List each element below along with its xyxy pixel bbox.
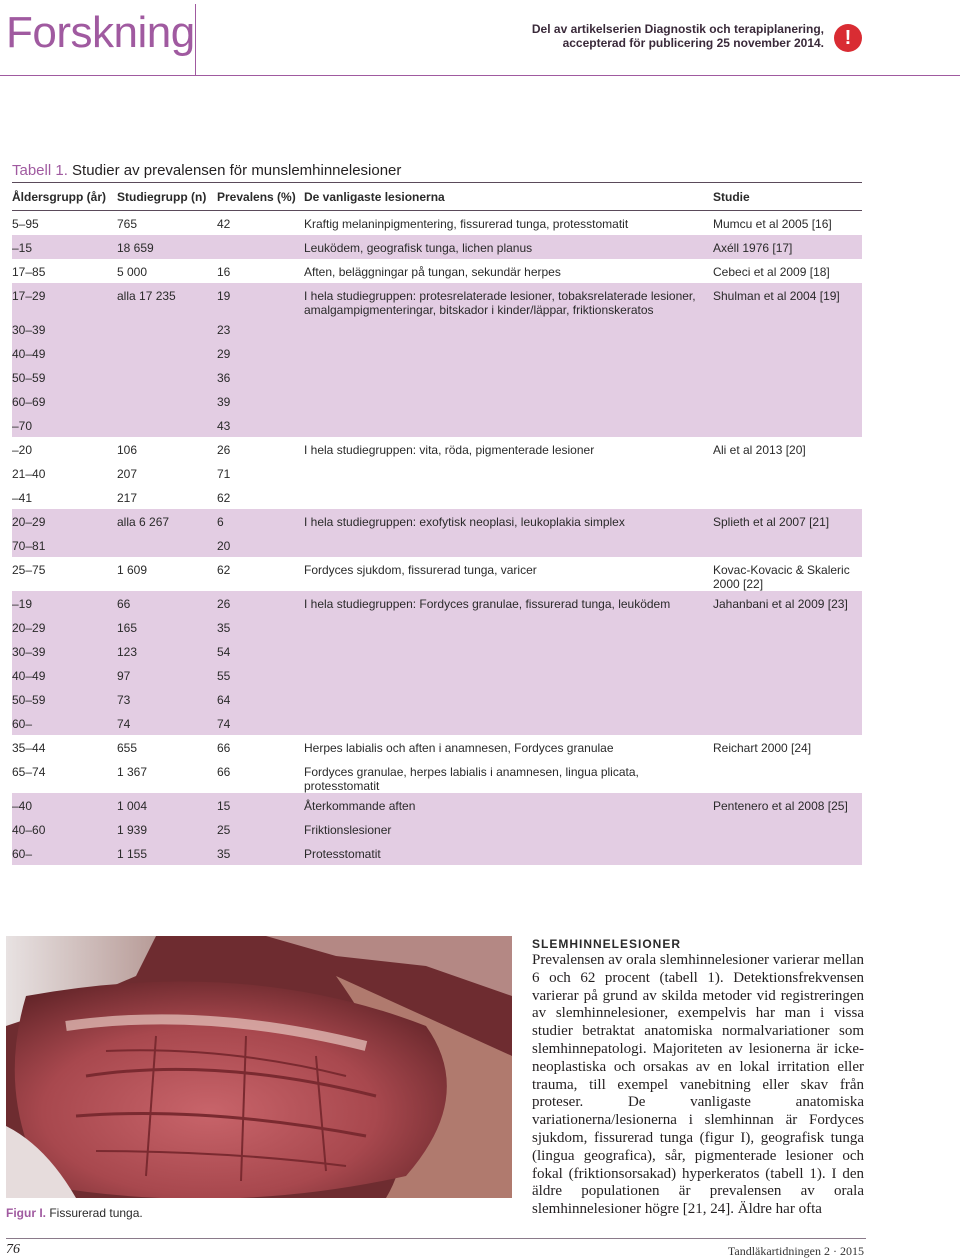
cell-prevalence: 6 [217, 509, 304, 533]
tongue-photo [6, 936, 512, 1198]
cell-group: 207 [117, 467, 138, 481]
table-row [12, 557, 862, 591]
cell-study [713, 317, 862, 341]
cell-age: 50–59 [12, 365, 117, 389]
cell-study [713, 687, 862, 711]
cell-lesions: I hela studiegruppen: Fordyces granulae, fissurerad tunga, leuködem [304, 591, 713, 615]
cell-study [713, 389, 862, 413]
article-heading: SLEMHINNELESIONER [532, 937, 682, 951]
cell-age: 17–29 [12, 283, 117, 317]
cell-lesions [304, 663, 713, 687]
cell-study [713, 663, 862, 687]
cell-age: 60– [12, 711, 117, 735]
column-header-group: Studiegrupp (n) [117, 190, 207, 204]
cell-lesions: Friktionslesioner [304, 817, 713, 841]
cell-group: 106 [117, 443, 138, 457]
cell-study [713, 711, 862, 735]
cell-group [117, 341, 217, 365]
cell-group: 217 [117, 491, 138, 505]
column-header-lesions: De vanligaste lesionerna [304, 190, 445, 204]
cell-study [713, 759, 862, 793]
cell-study: Kovac-Kovacic & Skaleric 2000 [22] [713, 563, 850, 591]
header-rule [0, 75, 960, 76]
cell-group: 1 367 [117, 765, 148, 779]
cell-prevalence: 42 [217, 217, 231, 231]
cell-group [117, 389, 217, 413]
cell-lesions [304, 365, 713, 389]
cell-lesions: Protesstomatit [304, 841, 713, 865]
cell-group: 18 659 [117, 235, 217, 259]
table-body [12, 211, 862, 866]
table-header-row [12, 184, 862, 211]
table-row [12, 793, 862, 817]
cell-prevalence: 15 [217, 793, 304, 817]
cell-age: 40–49 [12, 663, 117, 687]
header-divider [195, 4, 196, 76]
cell-lesions [304, 711, 713, 735]
cell-age: 60–69 [12, 389, 117, 413]
cell-age: –19 [12, 591, 117, 615]
cell-prevalence: 54 [217, 639, 304, 663]
cell-age: 35–44 [12, 741, 46, 755]
cell-group: 123 [117, 639, 217, 663]
table-row [12, 389, 862, 413]
cell-study: Shulman et al 2004 [19] [713, 283, 862, 317]
cell-group: 74 [117, 711, 217, 735]
cell-prevalence: 23 [217, 317, 304, 341]
cell-group [117, 365, 217, 389]
series-note: Del av artikelserien Diagnostik och terapiplanering, accepterad för publicering 25 november 2014. [531, 22, 824, 50]
table-top-rule [12, 182, 862, 183]
cell-study [713, 639, 862, 663]
cell-prevalence [217, 235, 304, 259]
alert-icon: ! [834, 24, 862, 52]
table-row [12, 341, 862, 365]
cell-study: Axéll 1976 [17] [713, 235, 862, 259]
table-row [12, 591, 862, 615]
cell-age: –41 [12, 491, 33, 505]
table-row [12, 283, 862, 317]
cell-lesions [304, 317, 713, 341]
table-row [12, 413, 862, 437]
cell-prevalence: 55 [217, 663, 304, 687]
journal-title: Tandläkartidningen 2 · 2015 [727, 1244, 864, 1258]
cell-age: 20–29 [12, 615, 117, 639]
cell-lesions: I hela studiegruppen: protesrelaterade lesioner, tobaksrelaterade lesioner, amalgampigmenteringar, bitskador i kinder/läppar, friktionskeratos [304, 283, 713, 317]
cell-group: alla 17 235 [117, 283, 217, 317]
cell-age: 21–40 [12, 467, 46, 481]
table-row [12, 365, 862, 389]
table-row [12, 533, 862, 557]
cell-lesions [304, 389, 713, 413]
cell-prevalence: 20 [217, 533, 304, 557]
cell-group: 97 [117, 663, 217, 687]
cell-prevalence: 66 [217, 741, 231, 755]
footer-rule [6, 1238, 866, 1239]
cell-group: 1 939 [117, 817, 217, 841]
cell-age: 20–29 [12, 509, 117, 533]
cell-lesions: Leuködem, geografisk tunga, lichen planus [304, 235, 713, 259]
cell-lesions: Aften, beläggningar på tungan, sekundär herpes [304, 265, 561, 279]
cell-group: 655 [117, 741, 138, 755]
cell-lesions: Fordyces granulae, herpes labialis i anamnesen, lingua plicata, protesstomatit [304, 765, 639, 793]
table-row [12, 235, 862, 259]
table-row [12, 817, 862, 841]
cell-study: Pentenero et al 2008 [25] [713, 793, 862, 817]
cell-group [117, 317, 217, 341]
cell-study: Mumcu et al 2005 [16] [713, 217, 832, 231]
table-row [12, 615, 862, 639]
cell-prevalence: 35 [217, 841, 304, 865]
cell-lesions [304, 341, 713, 365]
figure-caption [6, 1206, 143, 1220]
article-body: Prevalensen av orala slemhinnelesioner varierar mellan 6 och 62 procent (tabell 1). Detektionsfrekvensen varierar på grund av skilda metoder vid registreringen av slemhinnelesioner, exempelvis har man i vissa studier betraktat anatomiska normalvariationer som slemhinnepatologi. Majoriteten av lesionerna är icke-neoplastiska och orsakas av en lokal irritation eller trauma, till exempel vanebitning eller skav från proteser. De vanligaste anatomiska variationerna/lesionerna i slemhinnan är Fordyces sjukdom, fissurerad tunga (figur I), geografisk tunga (lingua geografica), sår, pigmenterade lesioner och fokal (friktionsorsakad) hyperkeratos (tabell 1). I den äldre populationen är prevalensen av orala slemhinnelesioner högre [21, 24]. Äldre har ofta [532, 952, 864, 1218]
cell-age: 70–81 [12, 533, 117, 557]
cell-study: Ali et al 2013 [20] [713, 443, 806, 457]
table-row [12, 759, 862, 793]
cell-prevalence: 26 [217, 443, 231, 457]
cell-study: Jahanbani et al 2009 [23] [713, 591, 862, 615]
cell-prevalence: 66 [217, 765, 231, 779]
section-title: Forskning [6, 8, 195, 57]
cell-group: 5 000 [117, 265, 148, 279]
table-row [12, 437, 862, 461]
cell-age: 40–60 [12, 817, 117, 841]
cell-lesions [304, 615, 713, 639]
cell-age: –40 [12, 793, 117, 817]
cell-study [713, 485, 862, 509]
cell-study [713, 841, 862, 865]
cell-lesions: Fordyces sjukdom, fissurerad tunga, varicer [304, 563, 537, 577]
cell-study: Reichart 2000 [24] [713, 741, 812, 755]
cell-lesions [304, 413, 713, 437]
cell-lesions [304, 687, 713, 711]
cell-group: 73 [117, 687, 217, 711]
cell-age: –70 [12, 413, 117, 437]
table-row [12, 687, 862, 711]
cell-lesions: I hela studiegruppen: vita, röda, pigmenterade lesioner [304, 443, 595, 457]
table-caption [12, 162, 401, 179]
table-row [12, 663, 862, 687]
cell-prevalence: 19 [217, 283, 304, 317]
cell-age: 50–59 [12, 687, 117, 711]
table-row [12, 841, 862, 865]
cell-group: 765 [117, 217, 138, 231]
cell-age: 5–95 [12, 217, 39, 231]
cell-study [713, 533, 862, 557]
cell-study [713, 817, 862, 841]
cell-study: Splieth et al 2007 [21] [713, 509, 862, 533]
cell-age: –20 [12, 443, 33, 457]
cell-lesions: I hela studiegruppen: exofytisk neoplasi, leukoplakia simplex [304, 509, 713, 533]
cell-lesions [304, 461, 713, 485]
cell-prevalence: 36 [217, 365, 304, 389]
cell-study [713, 365, 862, 389]
cell-prevalence: 25 [217, 817, 304, 841]
column-header-age: Åldersgrupp (år) [12, 190, 107, 204]
cell-group: 165 [117, 615, 217, 639]
cell-prevalence: 35 [217, 615, 304, 639]
cell-lesions: Herpes labialis och aften i anamnesen, Fordyces granulae [304, 741, 614, 755]
cell-prevalence: 29 [217, 341, 304, 365]
cell-lesions: Återkommande aften [304, 793, 713, 817]
table-label: Tabell 1. [12, 162, 68, 179]
table-row [12, 259, 862, 283]
cell-group: 1 609 [117, 563, 148, 577]
cell-age: 17–85 [12, 265, 46, 279]
table-row [12, 509, 862, 533]
cell-age: 40–49 [12, 341, 117, 365]
cell-lesions [304, 533, 713, 557]
prevalence-table [12, 184, 862, 865]
cell-age: 30–39 [12, 317, 117, 341]
cell-prevalence: 62 [217, 491, 231, 505]
page-header [0, 0, 960, 76]
cell-age: 60– [12, 841, 117, 865]
table-row [12, 317, 862, 341]
cell-group: alla 6 267 [117, 509, 217, 533]
table-row [12, 485, 862, 509]
cell-study [713, 461, 862, 485]
cell-group [117, 533, 217, 557]
table-row [12, 639, 862, 663]
table-row [12, 735, 862, 759]
cell-lesions: Kraftig melaninpigmentering, fissurerad tunga, protesstomatit [304, 217, 629, 231]
figure-label: Figur I. [6, 1206, 46, 1220]
cell-prevalence: 62 [217, 563, 231, 577]
figure-caption-text: Fissurerad tunga. [49, 1206, 143, 1220]
cell-prevalence: 71 [217, 467, 231, 481]
cell-age: 25–75 [12, 563, 46, 577]
cell-age: 30–39 [12, 639, 117, 663]
cell-age: –15 [12, 235, 117, 259]
cell-prevalence: 74 [217, 711, 304, 735]
cell-prevalence: 64 [217, 687, 304, 711]
cell-lesions [304, 485, 713, 509]
cell-group: 1 004 [117, 793, 217, 817]
cell-lesions [304, 639, 713, 663]
column-header-study: Studie [713, 190, 750, 204]
cell-prevalence: 26 [217, 591, 304, 615]
page-number: 76 [6, 1242, 20, 1257]
cell-group [117, 413, 217, 437]
cell-study [713, 413, 862, 437]
cell-prevalence: 16 [217, 265, 231, 279]
table-row [12, 461, 862, 485]
cell-study [713, 341, 862, 365]
cell-age: 65–74 [12, 765, 46, 779]
table-row [12, 711, 862, 735]
table-row [12, 211, 862, 236]
cell-study: Cebeci et al 2009 [18] [713, 265, 830, 279]
cell-group: 66 [117, 591, 217, 615]
cell-prevalence: 39 [217, 389, 304, 413]
cell-study [713, 615, 862, 639]
table-title: Studier av prevalensen för munslemhinnelesioner [72, 162, 402, 179]
cell-prevalence: 43 [217, 413, 304, 437]
cell-group: 1 155 [117, 841, 217, 865]
column-header-prevalence: Prevalens (%) [217, 190, 296, 204]
